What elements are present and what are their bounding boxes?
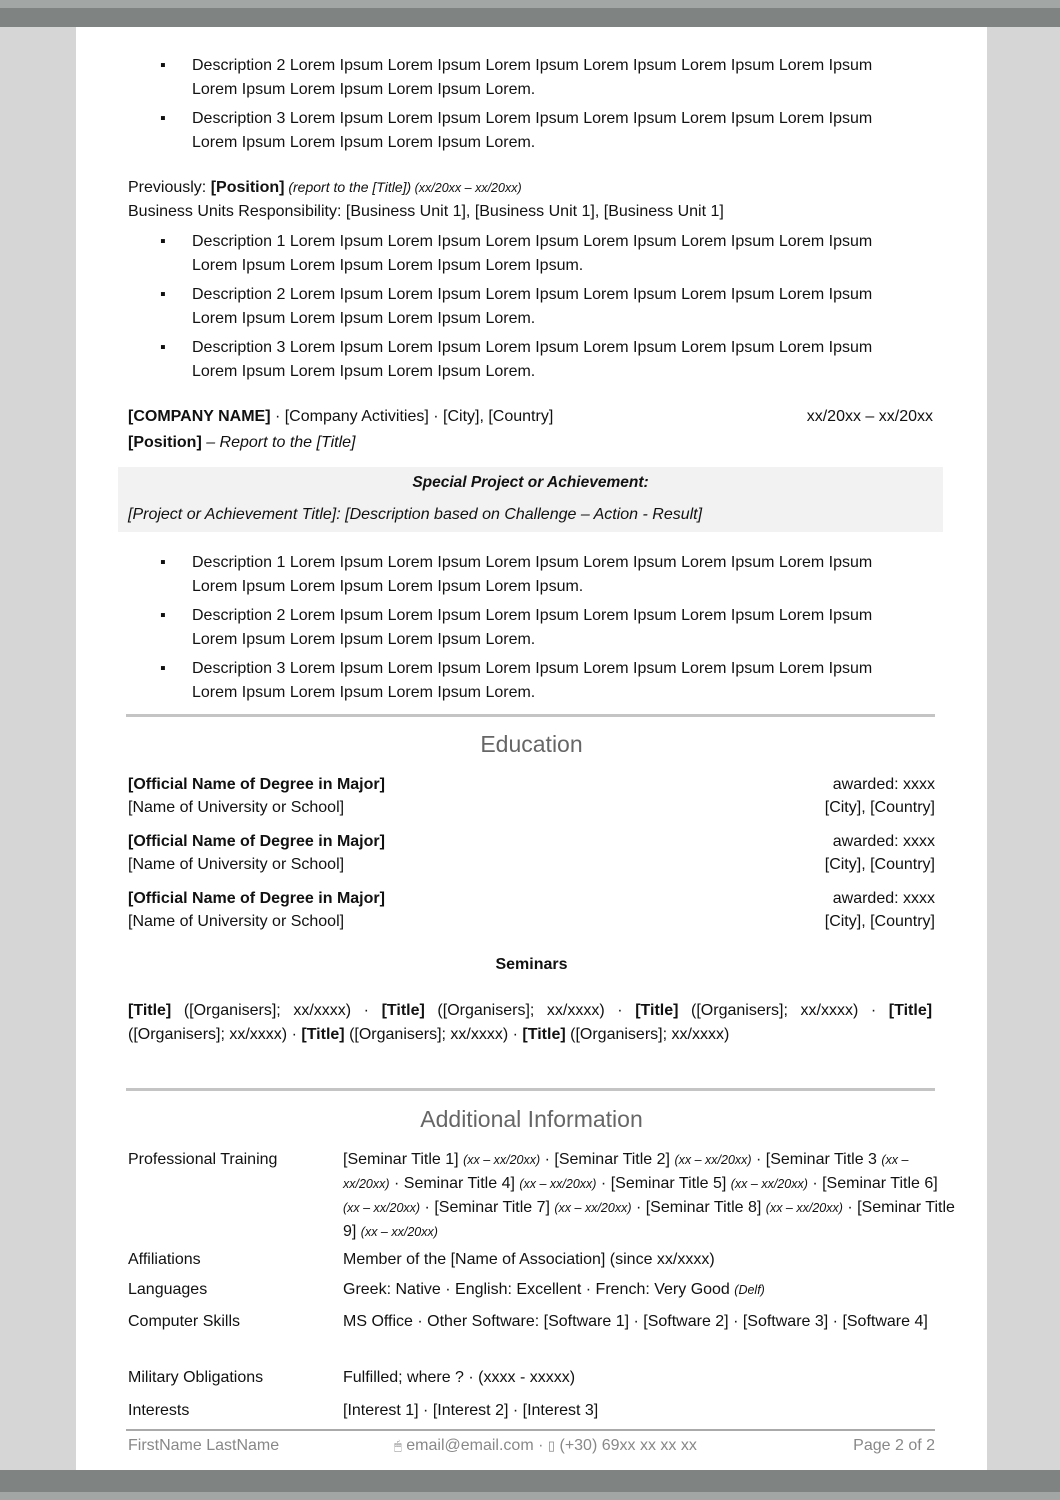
section-divider — [126, 714, 935, 717]
list-item: ▪ Description 2 Lorem Ipsum Lorem Ipsum Lorem Ipsum Lorem Ipsum Lorem Ipsum Lorem Ipsum Lorem Ipsum Lorem Ipsum Lorem Ipsum Lorem. — [160, 604, 920, 652]
degree-awarded: awarded: xxxx — [832, 833, 935, 850]
company-position-line: [Position] – Report to the [Title] — [128, 434, 356, 451]
info-label: Languages — [128, 1281, 208, 1298]
additional-info-heading: Additional Information — [420, 1106, 643, 1132]
list-item: ▪ Description 3 Lorem Ipsum Lorem Ipsum Lorem Ipsum Lorem Ipsum Lorem Ipsum Lorem Ipsum Lorem Ipsum Lorem Ipsum Lorem Ipsum Lorem. — [160, 336, 920, 384]
company-dates: xx/20xx – xx/20xx — [806, 408, 933, 425]
seminars-heading: Seminars — [495, 956, 568, 973]
education-heading: Education — [480, 731, 583, 757]
bullet-icon: ▪ — [160, 660, 166, 677]
school-location: [City], [Country] — [824, 856, 935, 873]
footer-email: email@email.com — [406, 1437, 534, 1454]
degree-name: [Official Name of Degree in Major] — [128, 776, 385, 793]
info-value: Member of the [Name of Association] (since xx/xxxx) — [343, 1251, 715, 1268]
degree-name: [Official Name of Degree in Major] — [128, 833, 385, 850]
seminars-list: [Title] ([Organisers]; xx/xxxx) · [Title] ([Organisers]; xx/xxxx) · [Title] ([Organisers]; xx/xxxx) · [Title] ([Organisers]; xx/xxxx) · [Title] ([Organisers]; xx/xxxx) · [Title] ([Organisers]; xx/xxxx) — [128, 1002, 933, 1043]
footer-name: FirstName LastName — [128, 1437, 280, 1454]
business-units-line: Business Units Responsibility: [Business Unit 1], [Business Unit 1], [Business Unit 1] — [128, 203, 724, 220]
bullet-icon: ▪ — [160, 554, 166, 571]
degree-awarded: awarded: xxxx — [832, 776, 935, 793]
previous-bullets — [160, 230, 920, 389]
info-value: Greek: Native · English: Excellent · French: Very Good (Delf) — [343, 1281, 765, 1298]
mobile-phone-icon: ▯ — [547, 1438, 556, 1453]
special-project-description: [Project or Achievement Title]: [Description based on Challenge – Action - Result] — [128, 506, 703, 523]
footer-page-number: Page 2 of 2 — [853, 1437, 935, 1454]
list-item: ▪ Description 2 Lorem Ipsum Lorem Ipsum Lorem Ipsum Lorem Ipsum Lorem Ipsum Lorem Ipsum Lorem Ipsum Lorem Ipsum Lorem Ipsum Lorem. — [160, 283, 920, 331]
list-item: ▪ Description 1 Lorem Ipsum Lorem Ipsum Lorem Ipsum Lorem Ipsum Lorem Ipsum Lorem Ipsum Lorem Ipsum Lorem Ipsum Lorem Ipsum Lorem Ipsum. — [160, 551, 920, 599]
bullet-icon: ▪ — [160, 57, 166, 74]
degree-awarded: awarded: xxxx — [832, 890, 935, 907]
list-item: ▪ Description 1 Lorem Ipsum Lorem Ipsum Lorem Ipsum Lorem Ipsum Lorem Ipsum Lorem Ipsum Lorem Ipsum Lorem Ipsum Lorem Ipsum Lorem Ipsum. — [160, 230, 920, 278]
mouse-icon: 🖱 — [394, 1438, 402, 1453]
page-gap-bar-top — [0, 8, 1060, 27]
info-label: Professional Training — [128, 1151, 278, 1168]
experience-bullets-top — [160, 54, 920, 160]
resume-page — [76, 27, 987, 1470]
special-project-box — [118, 467, 943, 532]
company-line: [COMPANY NAME] · [Company Activities] · [City], [Country] — [128, 408, 554, 425]
info-label: Affiliations — [128, 1251, 201, 1268]
list-item: ▪ Description 2 Lorem Ipsum Lorem Ipsum Lorem Ipsum Lorem Ipsum Lorem Ipsum Lorem Ipsum Lorem Ipsum Lorem Ipsum Lorem Ipsum Lorem. — [160, 54, 920, 102]
page-gap-bar-bottom — [0, 1470, 1060, 1492]
list-item: ▪ Description 3 Lorem Ipsum Lorem Ipsum Lorem Ipsum Lorem Ipsum Lorem Ipsum Lorem Ipsum Lorem Ipsum Lorem Ipsum Lorem Ipsum Lorem. — [160, 657, 920, 705]
info-value: MS Office · Other Software: [Software 1] · [Software 2] · [Software 3] · [Software 4] — [343, 1313, 928, 1330]
window-top-band — [0, 0, 1060, 8]
info-value: [Interest 1] · [Interest 2] · [Interest 3] — [343, 1402, 599, 1419]
school-location: [City], [Country] — [824, 913, 935, 930]
school-name: [Name of University or School] — [128, 913, 345, 930]
professional-training-value: [Seminar Title 1] (xx – xx/20xx) · [Seminar Title 2] (xx – xx/20xx) · [Seminar Title 3 (xx – xx/20xx) · Seminar Title 4] (xx – xx/20xx) · [Seminar Title 5] (xx – xx/20xx) · [Seminar Title 6] (xx – xx/20xx) · [Seminar Title 7] (xx – xx/20xx) · [Seminar Title 8] (xx – xx/20xx) · [Seminar Title 9] (xx – xx/20xx) — [343, 1151, 955, 1240]
bullet-icon: ▪ — [160, 286, 166, 303]
info-value: Fulfilled; where ? · (xxxx - xxxxx) — [343, 1369, 576, 1386]
previous-position-line: Previously: [Position] (report to the [Title]) (xx/20xx – xx/20xx) — [128, 179, 522, 196]
info-label: Military Obligations — [128, 1369, 264, 1386]
footer-contact: 🖱 email@email.com · ▯ (+30) 69xx xx xx xx — [394, 1437, 697, 1454]
special-project-title: Special Project or Achievement: — [412, 474, 649, 491]
degree-name: [Official Name of Degree in Major] — [128, 890, 385, 907]
footer-phone: (+30) 69xx xx xx xx — [559, 1437, 697, 1454]
list-item: ▪ Description 3 Lorem Ipsum Lorem Ipsum Lorem Ipsum Lorem Ipsum Lorem Ipsum Lorem Ipsum Lorem Ipsum Lorem Ipsum Lorem Ipsum Lorem. — [160, 107, 920, 155]
company-bullets — [160, 551, 920, 710]
bullet-icon: ▪ — [160, 339, 166, 356]
bullet-icon: ▪ — [160, 607, 166, 624]
info-label: Interests — [128, 1402, 190, 1419]
footer-divider — [126, 1429, 935, 1431]
school-name: [Name of University or School] — [128, 799, 345, 816]
school-name: [Name of University or School] — [128, 856, 345, 873]
info-label: Computer Skills — [128, 1313, 241, 1330]
bullet-icon: ▪ — [160, 110, 166, 127]
bullet-icon: ▪ — [160, 233, 166, 250]
school-location: [City], [Country] — [824, 799, 935, 816]
window-bottom-band — [0, 1492, 1060, 1500]
section-divider — [126, 1088, 935, 1091]
